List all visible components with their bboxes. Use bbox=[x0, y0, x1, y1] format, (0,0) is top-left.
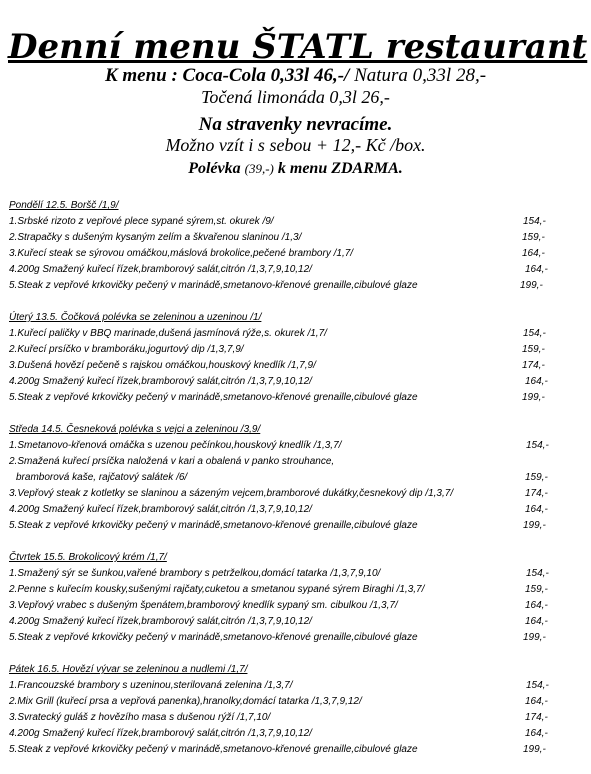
soup-prefix: Polévka bbox=[188, 160, 245, 177]
dish-name bbox=[9, 454, 584, 486]
dish-line: 2.Penne s kuřecím kousky,sušenými rajčaty,cuketou a smetanou sypané sýrem Biraghi /1,3,7/ bbox=[9, 584, 425, 595]
menu-item bbox=[9, 502, 584, 518]
menu-item bbox=[9, 614, 584, 630]
dish-name bbox=[9, 678, 584, 694]
dish-name bbox=[9, 630, 584, 646]
dish-name bbox=[9, 598, 584, 614]
dish-line: 3.Vepřový vrabec s dušeným špenátem,bramborový knedlík sypaný sm. cibulkou /1,3,7/ bbox=[9, 600, 398, 611]
dish-line: 4.200g Smažený kuřecí řízek,bramborový salát,citrón /1,3,7,9,10,12/ bbox=[9, 376, 312, 387]
natura-price: Natura 0,33l 28,- bbox=[349, 65, 487, 86]
menu-item bbox=[9, 486, 584, 502]
dish-price: 154,- bbox=[523, 328, 546, 339]
menu-item bbox=[9, 278, 584, 294]
vouchers-note: Na stravenky nevracíme. bbox=[198, 114, 393, 135]
dish-name bbox=[9, 278, 584, 294]
dish-price: 164,- bbox=[525, 696, 548, 707]
dish-line: 2.Kuřecí prsíčko v bramboráku,jogurtový dip /1,3,7,9/ bbox=[9, 344, 244, 355]
dish-price: 174,- bbox=[525, 488, 548, 499]
dish-line: 1.Francouzské brambory s uzeninou,sterilovaná zelenina /1,3,7/ bbox=[9, 680, 293, 691]
dish-name bbox=[9, 502, 584, 518]
dish-price: 159,- bbox=[522, 232, 545, 243]
dish-name bbox=[9, 614, 584, 630]
dish-line: 1.Kuřecí paličky v BBQ marinade,dušená jasmínová rýže,s. okurek /1,7/ bbox=[9, 328, 327, 339]
menu-item bbox=[9, 358, 584, 374]
dish-line: 1.Smetanovo-křenová omáčka s uzenou pečínkou,houskový knedlík /1,3,7/ bbox=[9, 440, 342, 451]
dish-price: 154,- bbox=[523, 216, 546, 227]
dish-line: 1.Smažený sýr se šunkou,vařené brambory s petrželkou,domácí tatarka /1,3,7,9,10/ bbox=[9, 568, 381, 579]
day-section bbox=[9, 310, 584, 406]
menu-item bbox=[9, 246, 584, 262]
dish-name bbox=[9, 710, 584, 726]
dish-price: 164,- bbox=[525, 616, 548, 627]
dish-name bbox=[9, 230, 584, 246]
dish-line: 2.Mix Grill (kuřecí prsa a vepřová panenka),hranolky,domácí tatarka /1,3,7,9,12/ bbox=[9, 696, 362, 707]
menu-item bbox=[9, 326, 584, 342]
day-section bbox=[9, 662, 584, 758]
dish-name bbox=[9, 486, 584, 502]
dish-line: 3.Dušená hovězí pečeně s rajskou omáčkou,houskový knedlík /1,7,9/ bbox=[9, 360, 316, 371]
dish-name bbox=[9, 518, 584, 534]
day-section bbox=[9, 422, 584, 534]
dish-price: 164,- bbox=[522, 248, 545, 259]
drinks-line bbox=[0, 66, 591, 86]
dish-name bbox=[9, 694, 584, 710]
dish-line: 4.200g Smažený kuřecí řízek,bramborový salát,citrón /1,3,7,9,10,12/ bbox=[9, 504, 312, 515]
dish-name bbox=[9, 438, 584, 454]
dish-name bbox=[9, 726, 584, 742]
page-title: Denní menu ŠTATL restaurant bbox=[8, 27, 588, 67]
dish-name bbox=[9, 326, 584, 342]
dish-name bbox=[9, 262, 584, 278]
dish-price: 199,- bbox=[523, 632, 546, 643]
menu-item bbox=[9, 566, 584, 582]
menu-item bbox=[9, 390, 584, 406]
dish-line: 3.Vepřový steak z kotletky se slaninou a sázeným vejcem,bramborové dukátky,česnekový dip /1,3,7/ bbox=[9, 488, 454, 499]
dish-line: 1.Srbské rizoto z vepřové plece sypané sýrem,st. okurek /9/ bbox=[9, 216, 274, 227]
day-heading: Čtvrtek 15.5. Brokolicový krém /1,7/ bbox=[9, 552, 167, 563]
dish-line: 3.Svratecký guláš z hovězího masa s dušenou rýží /1,7,10/ bbox=[9, 712, 271, 723]
menu-item bbox=[9, 262, 584, 278]
dish-name bbox=[9, 582, 584, 598]
dish-price: 154,- bbox=[526, 680, 549, 691]
menu-item bbox=[9, 598, 584, 614]
k-menu-label: K menu : Coca-Cola 0,33l 46,-/ bbox=[104, 65, 350, 86]
dish-name bbox=[9, 390, 584, 406]
menu-item bbox=[9, 726, 584, 742]
day-heading: Pátek 16.5. Hovězí vývar se zeleninou a nudlemi /1,7/ bbox=[9, 664, 248, 675]
soup-price: (39,-) bbox=[244, 161, 274, 176]
dish-price: 164,- bbox=[525, 376, 548, 387]
dish-line: 4.200g Smažený kuřecí řízek,bramborový salát,citrón /1,3,7,9,10,12/ bbox=[9, 616, 312, 627]
day-section bbox=[9, 550, 584, 646]
dish-price: 159,- bbox=[525, 584, 548, 595]
dish-name bbox=[9, 374, 584, 390]
menu-item bbox=[9, 342, 584, 358]
menu-item bbox=[9, 438, 584, 454]
takeaway-note: Možno vzít i s sebou + 12,- Kč /box. bbox=[165, 135, 426, 155]
lemonade-line: Točená limonáda 0,3l 26,- bbox=[201, 87, 390, 107]
dish-price: 164,- bbox=[525, 600, 548, 611]
dish-name bbox=[9, 246, 584, 262]
menu-item bbox=[9, 230, 584, 246]
dish-line: 4.200g Smažený kuřecí řízek,bramborový salát,citrón /1,3,7,9,10,12/ bbox=[9, 264, 312, 275]
menu-item bbox=[9, 518, 584, 534]
dish-price: 159,- bbox=[525, 472, 548, 483]
day-heading: Pondělí 12.5. Boršč /1,9/ bbox=[9, 200, 119, 211]
dish-line: 5.Steak z vepřové krkovičky pečený v marinádě,smetanovo-křenové grenaille,cibulové glaze bbox=[9, 280, 418, 291]
dish-price: 159,- bbox=[522, 344, 545, 355]
menu-item bbox=[9, 214, 584, 230]
dish-line: 5.Steak z vepřové krkovičky pečený v marinádě,smetanovo-křenové grenaille,cibulové glaze bbox=[9, 392, 418, 403]
day-heading: Úterý 13.5. Čočková polévka se zeleninou a uzeninou /1/ bbox=[9, 312, 262, 323]
dish-name bbox=[9, 342, 584, 358]
dish-line: 5.Steak z vepřové krkovičky pečený v marinádě,smetanovo-křenové grenaille,cibulové glaze bbox=[9, 520, 418, 531]
dish-price: 199,- bbox=[523, 744, 546, 755]
dish-price: 164,- bbox=[525, 728, 548, 739]
soup-note bbox=[0, 160, 591, 178]
dish-price: 164,- bbox=[525, 504, 548, 515]
dish-price: 174,- bbox=[522, 360, 545, 371]
dish-price: 164,- bbox=[525, 264, 548, 275]
day-section bbox=[9, 198, 584, 294]
dish-line-continued: bramborová kaše, rajčatový salátek /6/ bbox=[16, 472, 188, 483]
soup-suffix: k menu ZDARMA. bbox=[273, 160, 403, 177]
menu-item bbox=[9, 678, 584, 694]
dish-price: 154,- bbox=[526, 440, 549, 451]
menu-item bbox=[9, 454, 584, 486]
menu-item bbox=[9, 694, 584, 710]
dish-line: 4.200g Smažený kuřecí řízek,bramborový salát,citrón /1,3,7,9,10,12/ bbox=[9, 728, 312, 739]
menu-item bbox=[9, 630, 584, 646]
dish-name bbox=[9, 358, 584, 374]
dish-name bbox=[9, 214, 584, 230]
day-heading: Středa 14.5. Česneková polévka s vejci a zeleninou /3,9/ bbox=[9, 424, 261, 435]
dish-line: 2.Smažená kuřecí prsíčka naložená v kari a obalená v panko strouhance, bbox=[9, 456, 335, 467]
dish-line: 3.Kuřecí steak se sýrovou omáčkou,máslová brokolice,pečené brambory /1,7/ bbox=[9, 248, 354, 259]
dish-price: 199,- bbox=[523, 520, 546, 531]
dish-line: 5.Steak z vepřové krkovičky pečený v marinádě,smetanovo-křenové grenaille,cibulové glaze bbox=[9, 632, 418, 643]
dish-line: 5.Steak z vepřové krkovičky pečený v marinádě,smetanovo-křenové grenaille,cibulové glaze bbox=[9, 744, 418, 755]
dish-name bbox=[9, 742, 584, 758]
dish-price: 174,- bbox=[525, 712, 548, 723]
menu-item bbox=[9, 710, 584, 726]
menu-item bbox=[9, 742, 584, 758]
dish-line: 2.Strapačky s dušeným kysaným zelím a škvařenou slaninou /1,3/ bbox=[9, 232, 302, 243]
dish-price: 199,- bbox=[520, 280, 543, 291]
menu-item bbox=[9, 374, 584, 390]
dish-price: 199,- bbox=[522, 392, 545, 403]
dish-name bbox=[9, 566, 584, 582]
dish-price: 154,- bbox=[526, 568, 549, 579]
daily-menu bbox=[9, 198, 584, 774]
menu-item bbox=[9, 582, 584, 598]
